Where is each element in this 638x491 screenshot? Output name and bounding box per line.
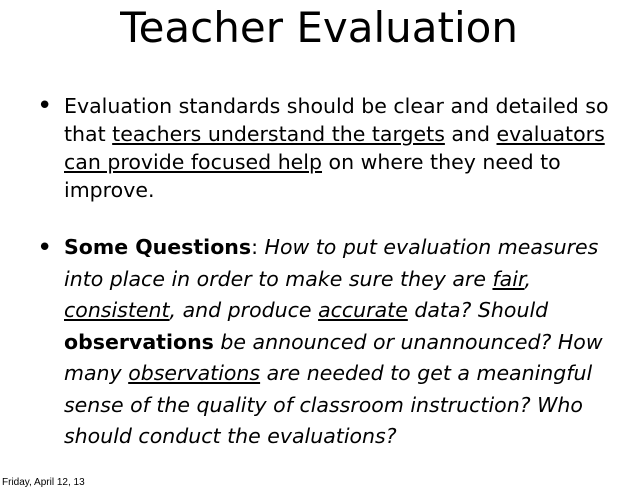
slide-footer-date: Friday, April 12, 13: [2, 477, 85, 488]
slide-title: Teacher Evaluation: [120, 3, 518, 52]
text-run: Evaluation standards should be clear and detailed so that: [64, 94, 609, 146]
text-run: ,: [524, 266, 532, 291]
text-run: :: [251, 235, 259, 259]
text-run: How to put evaluation measures into place in order to make sure they are: [64, 235, 599, 291]
text-run: , and produce: [169, 298, 319, 322]
bullet-dot: •: [37, 91, 53, 121]
underlined-word: fair: [492, 266, 525, 291]
text-run: and: [444, 122, 497, 146]
text-run: data? Should: [407, 298, 549, 322]
underlined-word: accurate: [318, 298, 408, 322]
underlined-word: consistent: [64, 298, 170, 322]
underlined-phrase: teachers understand the targets: [112, 122, 445, 146]
bullet-text: [64, 92, 624, 204]
bold-word: observations: [64, 329, 214, 354]
bullet-dot: •: [37, 233, 53, 263]
text-run: on where they need to improve.: [64, 150, 561, 202]
text-run: are needed to get a meaningful sense of the quality of classroom instruction? Who should conduct the evaluations?: [64, 361, 593, 448]
underlined-phrase: evaluators can provide focused help: [64, 122, 605, 174]
bullet-text: [64, 232, 624, 453]
text-run: be announced or unannounced? How many: [64, 329, 603, 385]
underlined-word: observations: [128, 361, 261, 385]
bold-lead: Some Questions: [64, 235, 252, 259]
